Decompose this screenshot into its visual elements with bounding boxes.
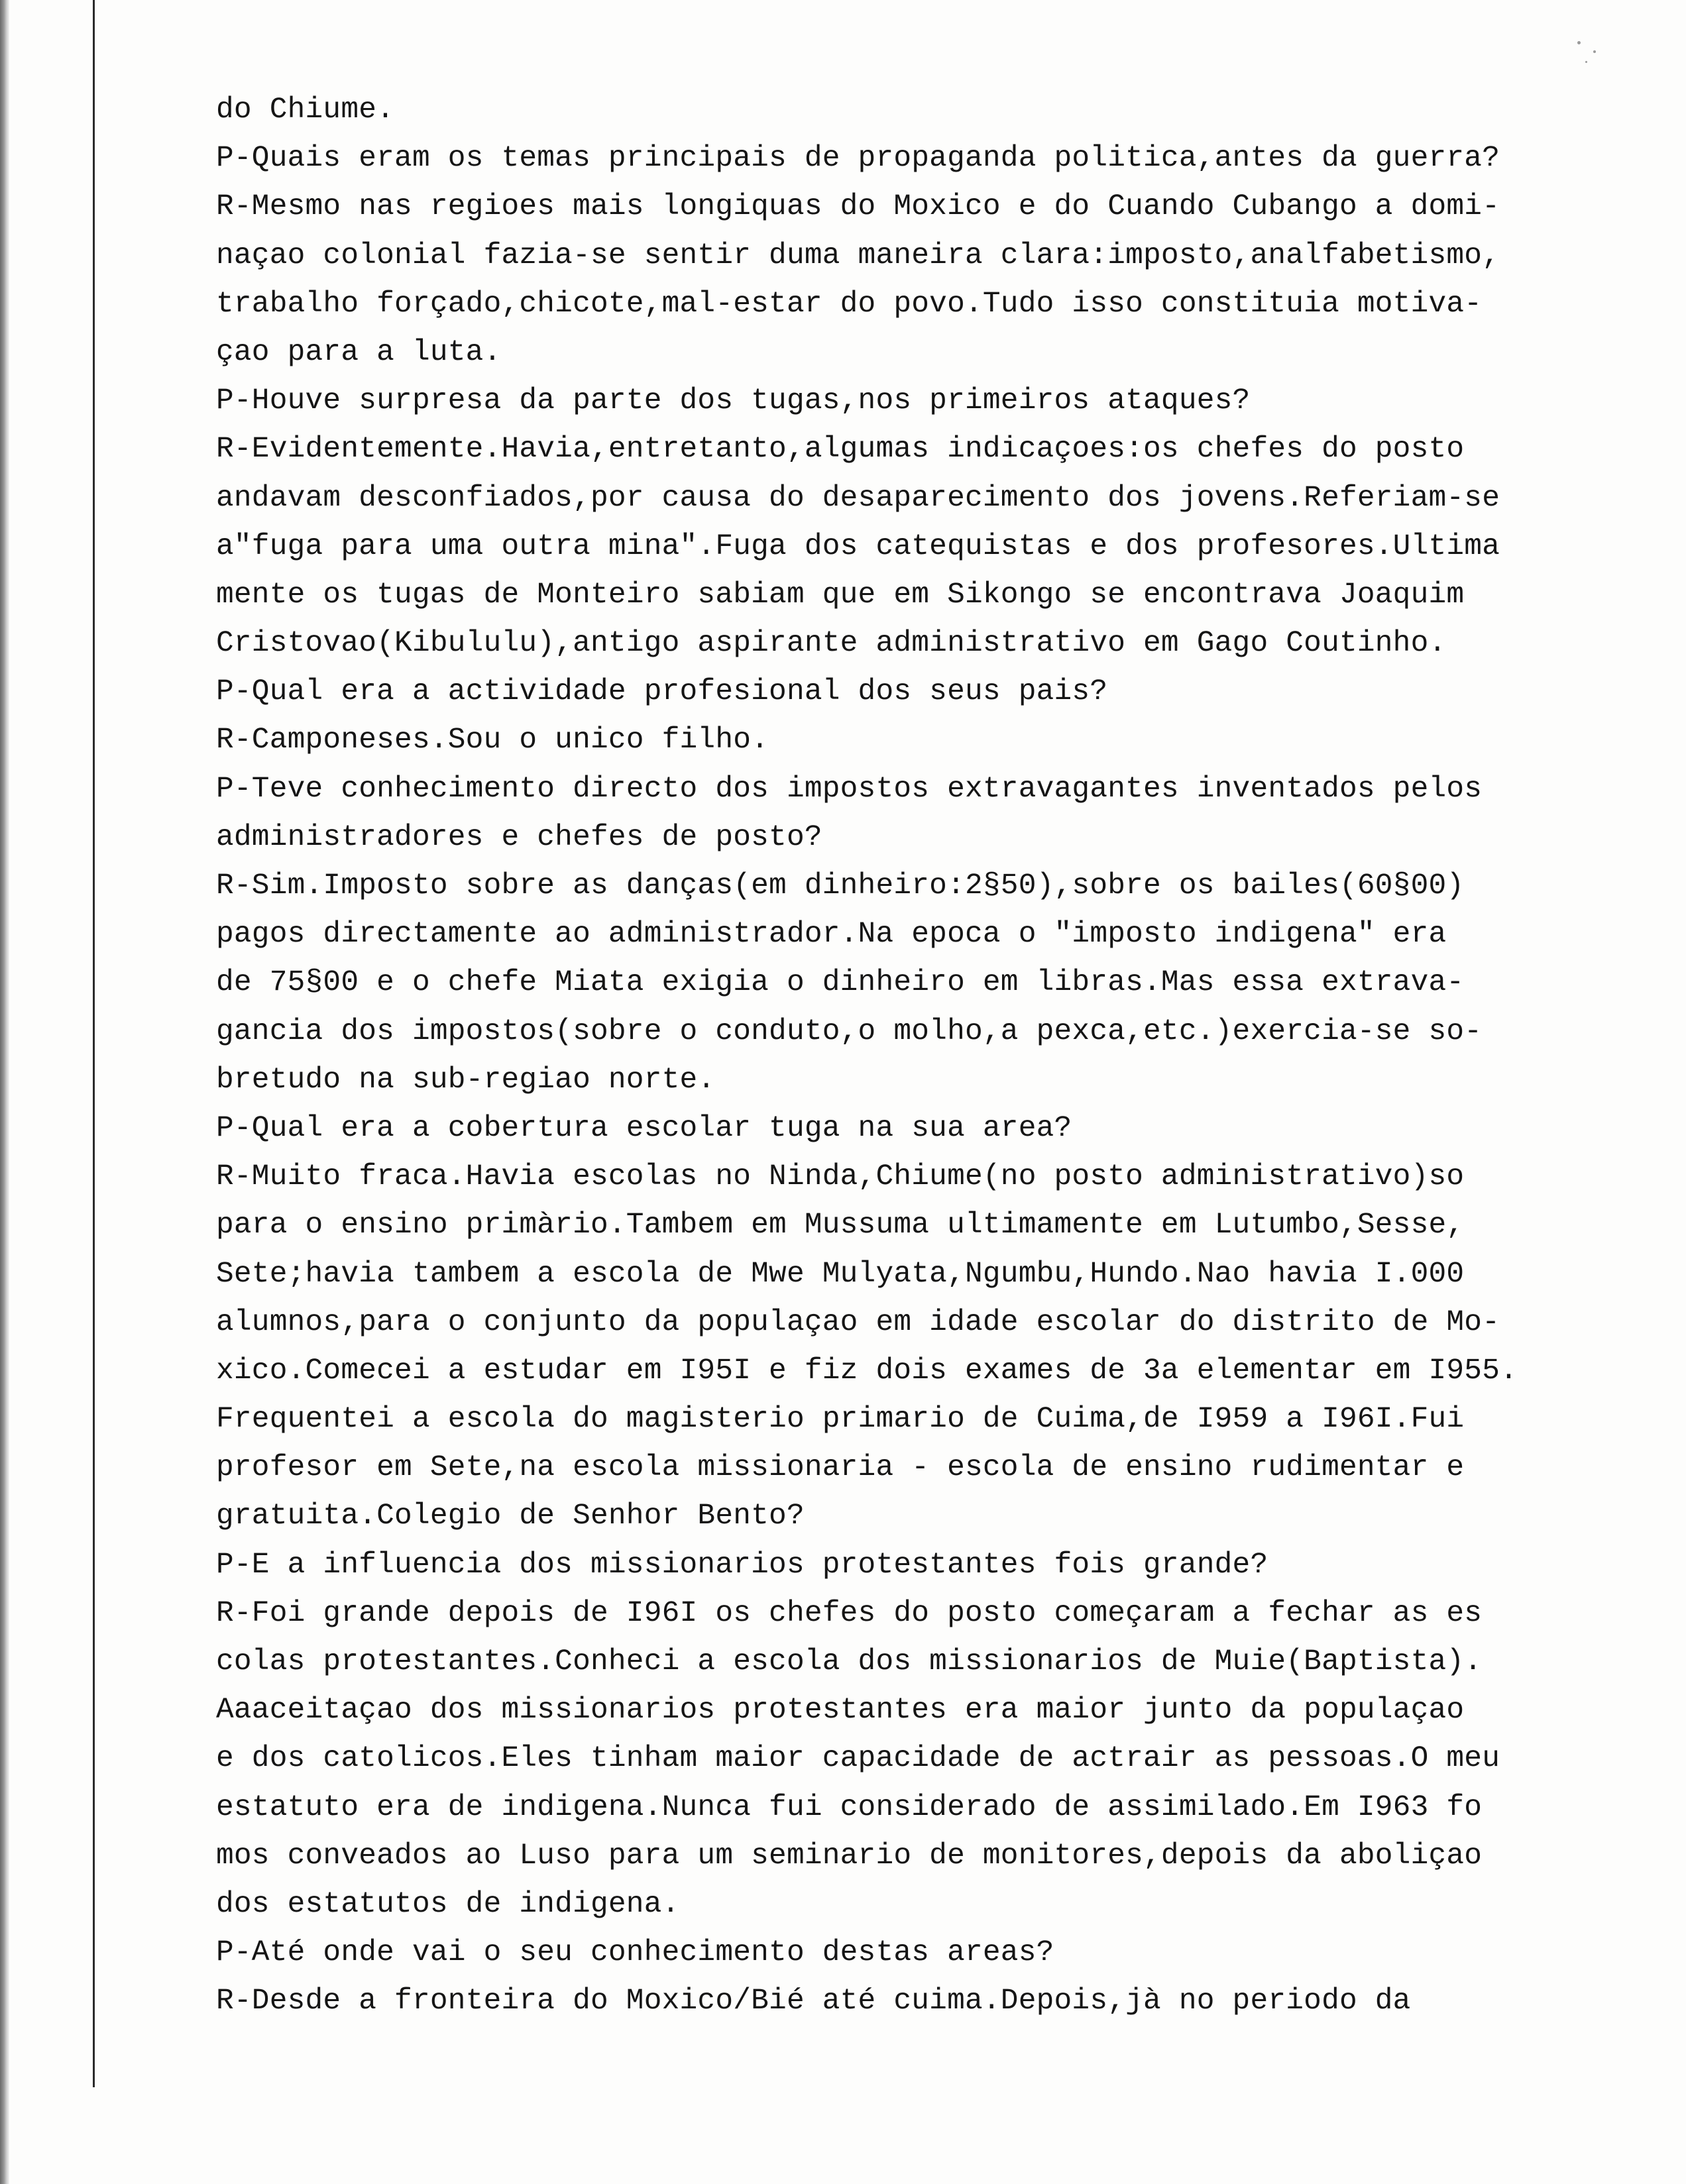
question-line: P-Qual era a actividade profesional dos seus pais? [216,675,1108,709]
scan-speck [1593,50,1596,53]
text-line: a"fuga para uma outra mina".Fuga dos catequistas e dos profesores.Ultima [216,529,1500,563]
text-line: Sete;havia tambem a escola de Mwe Mulyata,Ngumbu,Hundo.Nao havia I.000 [216,1257,1465,1291]
answer-line: R-Foi grande depois de I96I os chefes do posto começaram a fechar as es [216,1596,1483,1630]
text-line: andavam desconfiados,por causa do desaparecimento dos jovens.Referiam-se [216,481,1500,515]
question-line: P-Teve conhecimento directo dos impostos extravagantes inventados pelos [216,772,1483,806]
answer-line: R-Evidentemente.Havia,entretanto,algumas indicaçoes:os chefes do posto [216,433,1465,466]
scan-speck [1577,41,1581,44]
text-line: naçao colonial fazia-se sentir duma maneira clara:imposto,analfabetismo, [216,239,1500,272]
text-line: e dos catolicos.Eles tinham maior capacidade de actrair as pessoas.O meu [216,1742,1500,1776]
text-line: xico.Comecei a estudar em I95I e fiz dois exames de 3a elementar em I955. [216,1354,1518,1388]
answer-line: R-Mesmo nas regioes mais longiquas do Moxico e do Cuando Cubango a domi- [216,190,1500,224]
answer-line: R-Desde a fronteira do Moxico/Bié até cuima.Depois,jà no periodo da [216,1985,1411,2018]
answer-line: R-Muito fraca.Havia escolas no Ninda,Chiume(no posto administrativo)so [216,1160,1465,1194]
text-line: gratuita.Colegio de Senhor Bento? [216,1500,805,1533]
margin-rule [93,0,95,2087]
text-line: mente os tugas de Monteiro sabiam que em Sikongo se encontrava Joaquim [216,578,1465,612]
text-line: profesor em Sete,na escola missionaria - escola de ensino rudimentar e [216,1451,1465,1485]
text-line: colas protestantes.Conheci a escola dos missionarios de Muie(Baptista). [216,1645,1483,1678]
question-line: P-Quais eram os temas principais de propaganda politica,antes da guerra? [216,142,1500,176]
text-line: Cristovao(Kibululu),antigo aspirante administrativo em Gago Coutinho. [216,627,1447,661]
text-line: alumnos,para o conjunto da populaçao em idade escolar do distrito de Mo- [216,1305,1500,1339]
answer-line: R-Sim.Imposto sobre as danças(em dinheiro:2§50),sobre os bailes(60§00) [216,869,1465,902]
text-line: çao para a luta. [216,335,502,369]
answer-line: R-Camponeses.Sou o unico filho. [216,724,769,757]
text-line: dos estatutos de indigena. [216,1887,680,1921]
text-line: estatuto era de indigena.Nunca fui considerado de assimilado.Em I963 fo [216,1790,1483,1824]
text-line: de 75§00 e o chefe Miata exigia o dinheiro em libras.Mas essa extrava- [216,966,1465,1000]
text-line: Frequentei a escola do magisterio primario de Cuima,de I959 a I96I.Fui [216,1403,1465,1437]
question-line: P-Houve surpresa da parte dos tugas,nos primeiros ataques? [216,384,1251,418]
text-line: pagos directamente ao administrador.Na epoca o "imposto indigena" era [216,918,1447,952]
text-line: mos conveados ao Luso para um seminario de monitores,depois da aboliçao [216,1839,1483,1873]
transcript-text [216,86,1634,2026]
text-line: gancia dos impostos(sobre o conduto,o molho,a pexca,etc.)exercia-se so- [216,1014,1483,1048]
text-line: bretudo na sub-regiao norte. [216,1063,716,1097]
text-line: para o ensino primàrio.Tambem em Mussuma ultimamente em Lutumbo,Sesse, [216,1209,1465,1242]
text-line: trabalho forçado,chicote,mal-estar do povo.Tudo isso constituia motiva- [216,287,1483,321]
question-line: P-E a influencia dos missionarios protestantes fois grande? [216,1548,1268,1582]
scan-speck [1585,61,1587,63]
text-line: administradores e chefes de posto? [216,820,822,854]
text-line: Aaaceitaçao dos missionarios protestantes era maior junto da populaçao [216,1694,1465,1727]
text-line: do Chiume. [216,93,395,127]
question-line: P-Até onde vai o seu conhecimento destas areas? [216,1936,1054,1970]
binding-edge [0,0,9,2184]
question-line: P-Qual era a cobertura escolar tuga na sua area? [216,1111,1072,1145]
